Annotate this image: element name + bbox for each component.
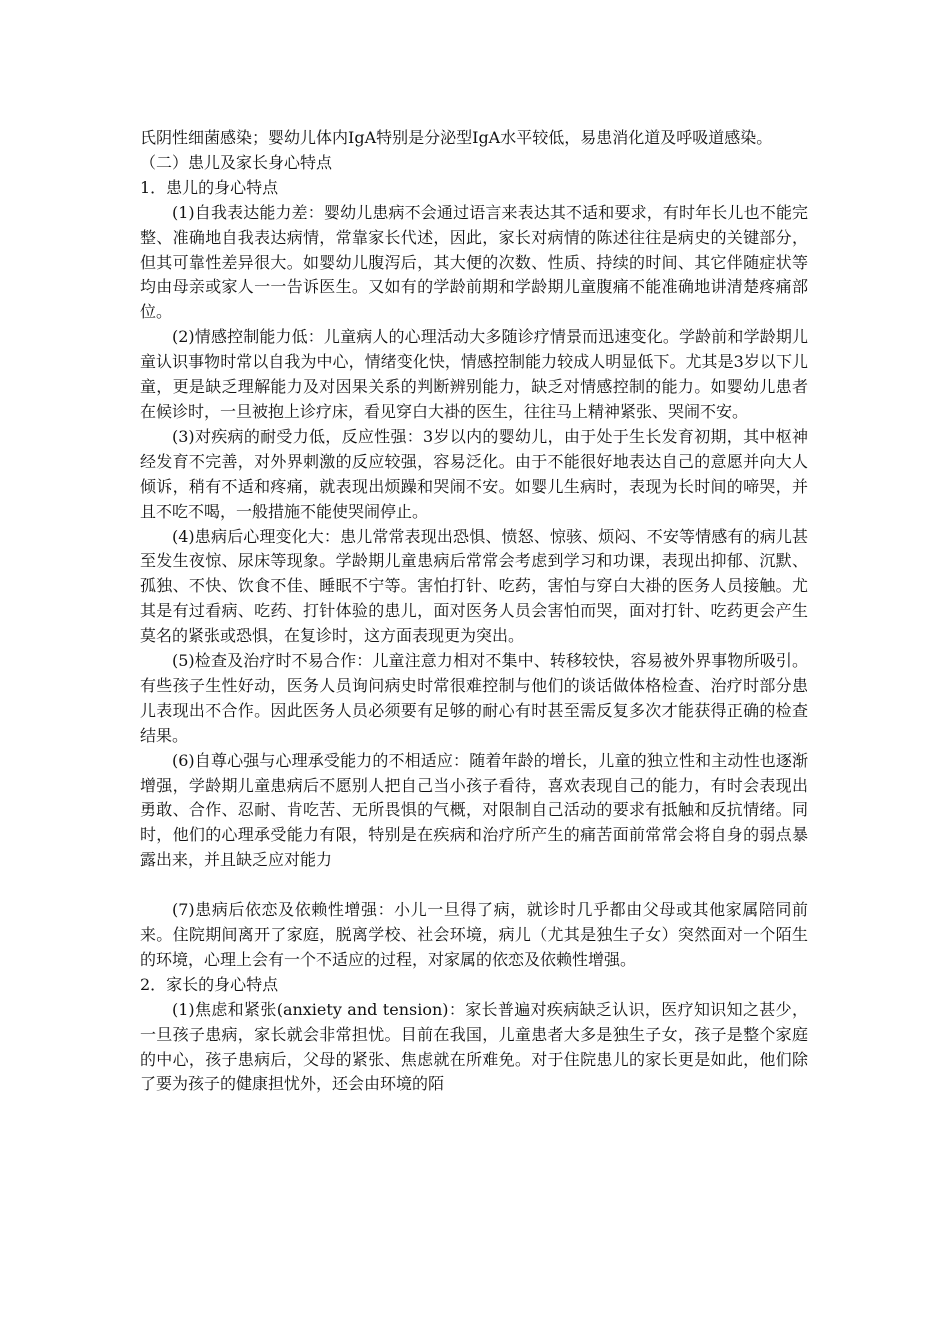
blank-line	[140, 873, 808, 898]
subsection-heading: 1．患儿的身心特点	[140, 177, 279, 197]
paragraph: (2)情感控制能力低：儿童病人的心理活动大多随诊疗情景而迅速变化。学龄前和学龄期儿童认识事物时常以自我为中心，情绪变化快，情感控制能力较成人明显低下。尤其是3岁以下儿童，更是缺乏理解能力及对因果关系的判断辨别能力，缺乏对情感控制的能力。如婴幼儿患者在候诊时，一旦被抱上诊疗床，看见穿白大褂的医生，往往马上精神紧张、哭闹不安。	[140, 327, 808, 421]
paragraph-continuation: 氏阴性细菌感染；婴幼儿体内IgA特别是分泌型IgA水平较低，易患消化道及呼吸道感染。	[140, 128, 773, 147]
section-heading: （二）患儿及家长身心特点	[140, 152, 333, 172]
paragraph: (6)自尊心强与心理承受能力的不相适应：随着年龄的增长，儿童的独立性和主动性也逐渐增强，学龄期儿童患病后不愿别人把自己当小孩子看待，喜欢表现自己的能力，有时会表现出勇敢、合作、忍耐、肯吃苦、无所畏惧的气概，对限制自己活动的要求有抵触和反抗情绪。同时，他们的心理承受能力有限，特别是在疾病和治疗所产生的痛苦面前常常会将自身的弱点暴露出来，并且缺乏应对能力	[140, 750, 808, 870]
document-body	[140, 126, 808, 1097]
paragraph: (5)检查及治疗时不易合作：儿童注意力相对不集中、转移较快，容易被外界事物所吸引。有些孩子生性好动，医务人员询问病史时常很难控制与他们的谈话做体格检查、治疗时部分患儿表现出不合作。因此医务人员必须要有足够的耐心有时甚至需反复多次才能获得正确的检查结果。	[140, 651, 808, 745]
paragraph: (1)焦虑和紧张(anxiety and tension)：家长普遍对疾病缺乏认识，医疗知识知之甚少，一旦孩子患病，家长就会非常担忧。目前在我国，儿童患者大多是独生子女，孩子是整个家庭的中心，孩子患病后，父母的紧张、焦虑就在所难免。对于住院患儿的家长更是如此，他们除了要为孩子的健康担忧外，还会由环境的陌	[140, 999, 808, 1094]
paragraph: (3)对疾病的耐受力低，反应性强：3岁以内的婴幼儿，由于处于生长发育初期，其中枢神经发育不完善，对外界刺激的反应较强，容易泛化。由于不能很好地表达自己的意愿并向大人倾诉，稍有不适和疼痛，就表现出烦躁和哭闹不安。如婴儿生病时，表现为长时间的啼哭，并且不吃不喝，一般措施不能使哭闹停止。	[140, 426, 808, 521]
paragraph: (1)自我表达能力差：婴幼儿患病不会通过语言来表达其不适和要求，有时年长儿也不能完整、准确地自我表达病情，常靠家长代述，因此，家长对病情的陈述往往是病史的关键部分，但其可靠性差异很大。如婴幼儿腹泻后，其大便的次数、性质、持续的时间、其它伴随症状等均由母亲或家人一一告诉医生。又如有的学龄前期和学龄期儿童腹痛不能准确地讲清楚疼痛部位。	[140, 202, 808, 322]
subsection-heading: 2．家长的身心特点	[140, 974, 279, 994]
paragraph: (4)患病后心理变化大：患儿常常表现出恐惧、愤怒、惊骇、烦闷、不安等情感有的病儿甚至发生夜惊、尿床等现象。学龄期儿童患病后常常会考虑到学习和功课，表现出抑郁、沉默、孤独、不快、饮食不佳、睡眠不宁等。害怕打针、吃药，害怕与穿白大褂的医务人员接触。尤其是有过看病、吃药、打针体验的患儿，面对医务人员会害怕而哭，面对打针、吃药更会产生莫名的紧张或恐惧，在复诊时，这方面表现更为突出。	[140, 526, 808, 646]
paragraph: (7)患病后依恋及依赖性增强：小儿一旦得了病，就诊时几乎都由父母或其他家属陪同前来。住院期间离开了家庭，脱离学校、社会环境，病儿（尤其是独生子女）突然面对一个陌生的环境，心理上会有一个不适应的过程，对家属的依恋及依赖性增强。	[140, 900, 808, 969]
